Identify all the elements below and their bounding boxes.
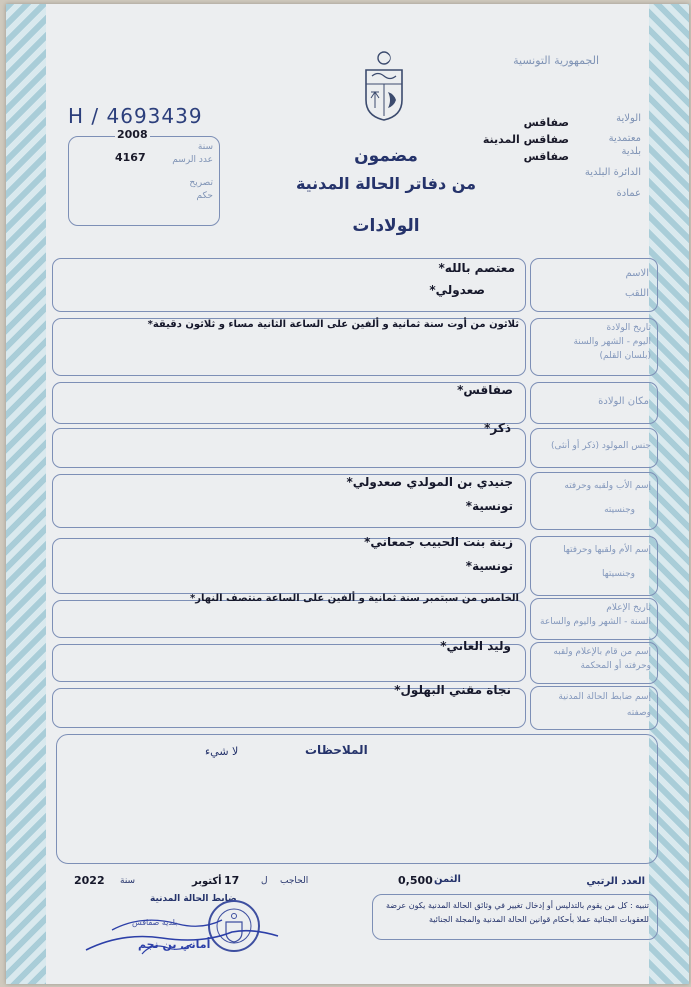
label-first-name: الاسم [625, 268, 649, 279]
value-delegation: صفاقس المدينة [482, 133, 569, 146]
field-value-box-birth-place [52, 382, 526, 424]
date-month: أكتوبر [192, 876, 222, 887]
label-mother-nationality: وجنسيتها [602, 569, 635, 579]
field-value-box-name [52, 258, 526, 312]
year-label: سنة [120, 876, 136, 886]
label-last-name: اللقب [624, 288, 649, 299]
title-extract: مضمون [354, 146, 418, 166]
value-gender: ذكر* [484, 421, 511, 435]
label-birth-date-line1: تاريخ الولادة [606, 323, 651, 333]
legal-notice-text: تنبيه : كل من يقوم بالتدليس أو إدخال تغيير في وثائق الحالة المدنية يكون عرضة للعقوبات الجنائية عملا بأحكام قوانين الحالة المدنية والمجلة الجنائية [385, 901, 649, 924]
label-declarant [553, 645, 651, 673]
value-declaration-date: الخامس من سبتمبر سنة ثمانية و ألفين على الساعة منتصف النهار* [189, 593, 519, 604]
serial-number-label: العدد الرتبي [586, 876, 645, 887]
signature-name: أماني بن نجم [138, 938, 211, 951]
value-officer: نجاة مقني البهلول* [394, 683, 511, 697]
register-year: 2008 [117, 128, 148, 141]
legal-notice-box [372, 894, 658, 940]
label-birth-date-line3: (بلسان القلم) [599, 351, 651, 361]
field-value-box-birth-date [52, 318, 526, 376]
label-governorate: الولاية [616, 113, 641, 124]
value-mother-name: زينة بنت الحبيب جمعاني* [364, 535, 513, 549]
value-last-name: صعدولي* [429, 283, 485, 297]
value-father-nationality: تونسية* [465, 499, 513, 513]
value-birth-place: صفاقس* [457, 383, 513, 397]
signature-icon [82, 902, 282, 962]
label-declarant-line1: إسم من قام بالإعلام ولقبه [553, 647, 651, 657]
register-number: 4167 [115, 151, 146, 164]
label-declaration-date [540, 601, 651, 629]
field-value-box-father [52, 474, 526, 528]
label-birth-date-line2: اليوم - الشهر والسنة [573, 337, 651, 347]
field-value-box-declarant [52, 639, 526, 682]
field-label-box-mother [530, 536, 658, 596]
field-label-box-declaration-date [530, 598, 658, 640]
label-mother: إسم الأم ولقبها وحرفتها [563, 545, 651, 555]
admin-values [483, 114, 569, 165]
section-births: الولادات [352, 216, 420, 236]
stamp-text: بلدية صفاقس [132, 918, 178, 927]
value-birth-date: ثلاثون من أوت سنة ثمانية و ألفين على الساعة الثانية مساء و ثلاثون دقيقة* [147, 319, 519, 330]
value-first-name: معتصم بالله* [438, 261, 515, 275]
label-sector: عمادة [616, 188, 641, 199]
date-day: 17 [224, 874, 240, 887]
field-label-box-officer [530, 686, 658, 730]
field-value-box-officer [52, 683, 526, 728]
label-record-number: عدد الرسم [172, 155, 213, 165]
value-declarant: وليد العاني* [440, 639, 511, 653]
label-delegation: معتمدية [608, 133, 641, 144]
field-label-box-birth-place [530, 382, 658, 424]
label-declaration-date-line1: تاريخ الإعلام [606, 603, 651, 613]
value-municipality: صفاقس [523, 150, 569, 163]
label-district: الدائرة البلدية [584, 167, 641, 178]
label-birth-place: مكان الولادة [598, 396, 649, 407]
field-value-box-declaration-date [52, 593, 526, 638]
label-officer-line1: إسم ضابط الحالة المدنية [558, 692, 651, 702]
value-governorate: صفاقس [523, 116, 569, 129]
field-label-box-name [530, 258, 658, 312]
date-year: 2022 [74, 874, 105, 887]
title-civil-registry: من دفاتر الحالة المدنية [295, 174, 477, 193]
admin-labels [585, 112, 641, 200]
label-judgment: حكم [196, 191, 213, 201]
label-year: سنة [197, 142, 213, 152]
label-municipality: بلدية [621, 146, 641, 157]
label-officer-line2: وصفته [626, 708, 651, 718]
label-declarant-line2: وحرفته أو المحكمة [580, 661, 651, 671]
label-officer [558, 689, 651, 721]
notes-box [56, 734, 658, 864]
officer-title: ضابط الحالة المدنية [150, 894, 237, 904]
field-value-box-mother [52, 535, 526, 594]
notes-value: لا شيء [205, 745, 239, 758]
value-mother-nationality: تونسية* [465, 559, 513, 573]
field-label-box-declarant [530, 642, 658, 684]
label-father: إسم الأب ولقبه وحرفته [564, 481, 651, 491]
document-body [46, 4, 649, 984]
notes-label: الملاحظات [305, 743, 368, 757]
serial-number: H / 4693439 [68, 104, 203, 128]
register-labels [172, 141, 213, 203]
place-label: الحاجب [280, 876, 309, 886]
label-gender: جنس المولود (ذكر أو أنثى) [550, 441, 651, 451]
value-father-name: جنيدي بن المولدي صعدولي* [346, 475, 513, 489]
tunisia-emblem-icon [358, 48, 410, 124]
decorative-border-left [6, 4, 46, 984]
price-value: 0,500 [398, 874, 433, 887]
country-name: الجمهورية التونسية [513, 54, 599, 67]
field-label-box-father [530, 472, 658, 530]
label-birth-date [573, 321, 651, 363]
field-value-box-gender [52, 421, 526, 468]
label-father-nationality: وجنسيته [604, 505, 635, 515]
label-declaration-date-line2: السنة - الشهر واليوم والساعة [540, 617, 651, 627]
price-label: الثمن [434, 874, 461, 885]
document-page [6, 4, 689, 984]
date-prefix: ل [261, 876, 268, 886]
field-label-box-birth-date [530, 318, 658, 376]
field-label-box-gender [530, 428, 658, 468]
label-declaration: تصريح [189, 178, 213, 188]
register-box [68, 128, 220, 226]
